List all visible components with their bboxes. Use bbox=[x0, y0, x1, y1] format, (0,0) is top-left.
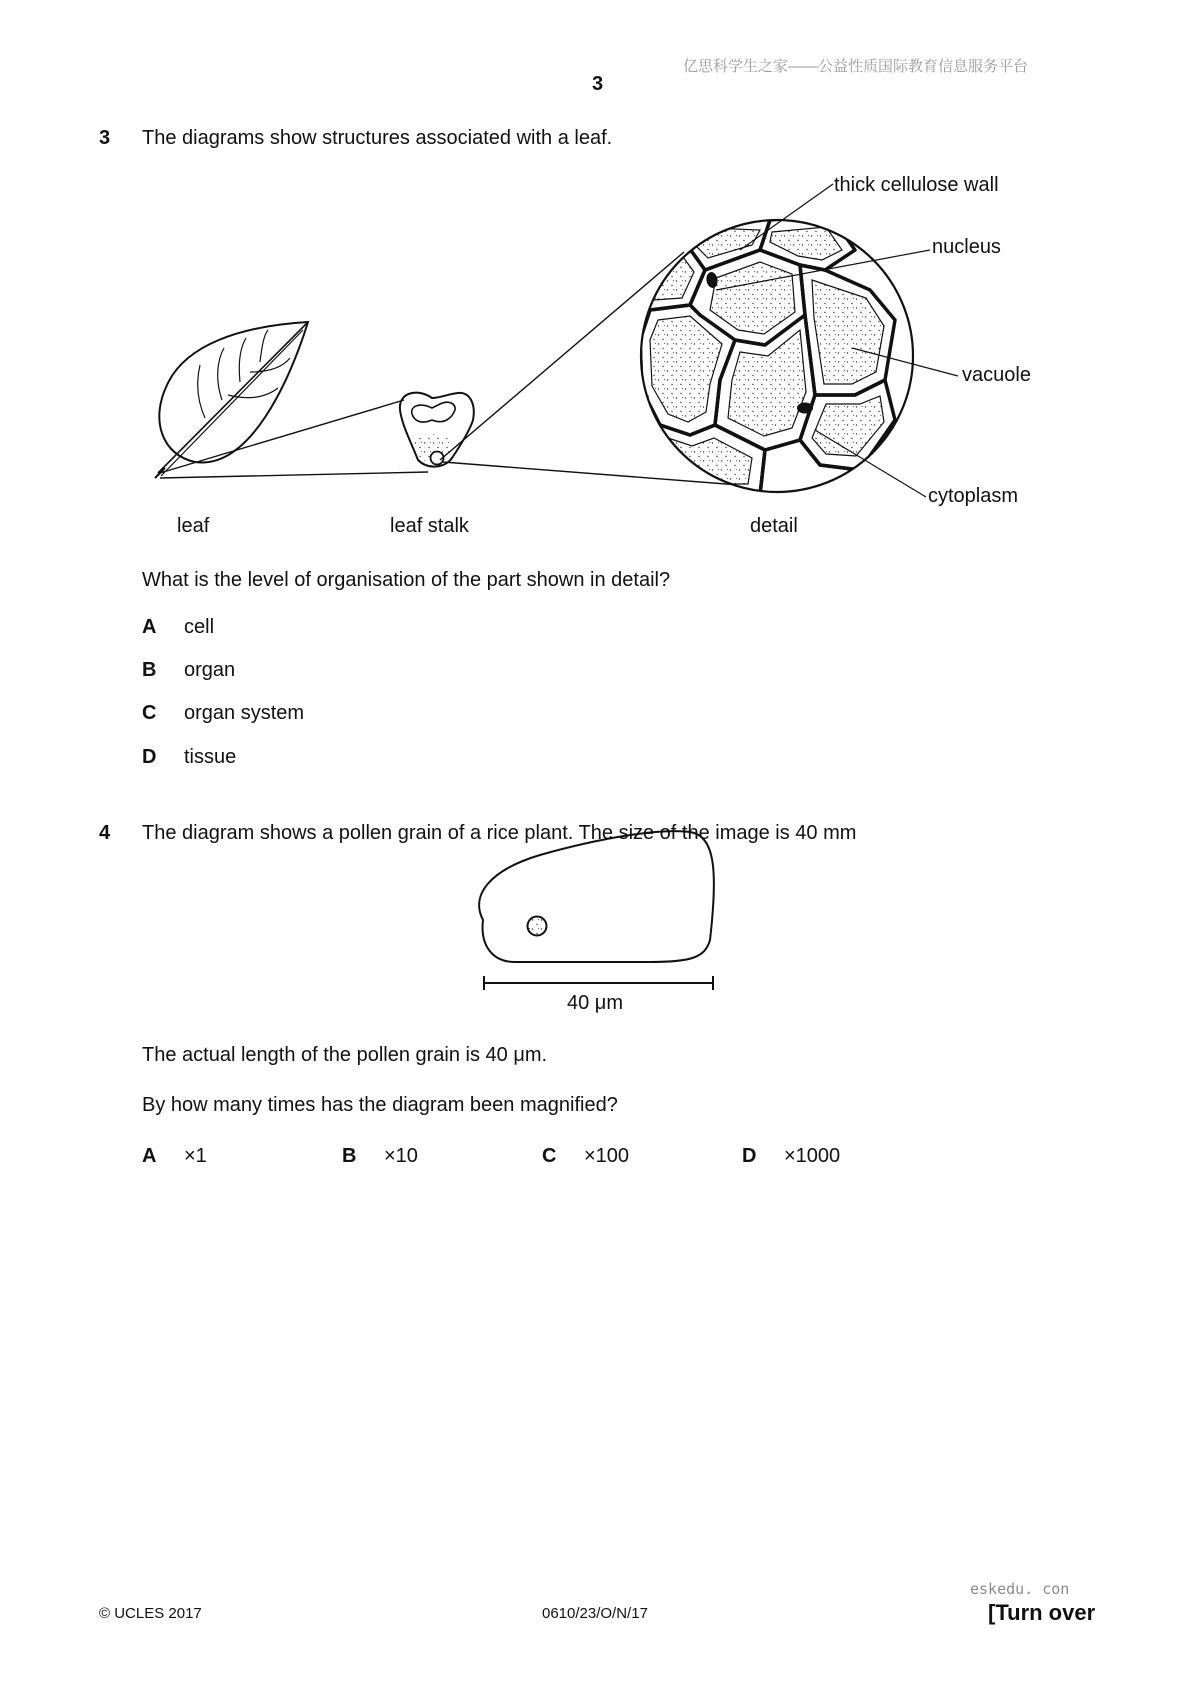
question-4-stem: The diagram shows a pollen grain of a rice plant. The size of the image is 40 mm bbox=[142, 822, 857, 844]
footer-paper-code: 0610/23/O/N/17 bbox=[542, 1605, 648, 1622]
q4-option-d-text: ×1000 bbox=[784, 1145, 841, 1167]
footer-turn-over: [Turn over bbox=[988, 1600, 1096, 1625]
q4-option-d-letter: D bbox=[742, 1145, 757, 1167]
question-3-number: 3 bbox=[99, 127, 111, 149]
label-detail: detail bbox=[750, 515, 798, 537]
q3-option-a-text: cell bbox=[184, 616, 215, 638]
label-thick-cellulose-wall: thick cellulose wall bbox=[834, 174, 999, 196]
q3-option-c-letter: C bbox=[142, 702, 157, 724]
header-watermark: 亿思科学生之家——公益性质国际教育信息服务平台 bbox=[683, 58, 1029, 75]
question-4-statement: The actual length of the pollen grain is 40 μm. bbox=[142, 1044, 548, 1066]
q4-option-c-text: ×100 bbox=[584, 1145, 630, 1167]
question-4-number: 4 bbox=[99, 822, 111, 844]
label-leaf: leaf bbox=[177, 515, 210, 537]
question-3-prompt: What is the level of organisation of the part shown in detail? bbox=[142, 569, 671, 591]
question-4-prompt: By how many times has the diagram been magnified? bbox=[142, 1094, 618, 1116]
label-leaf-stalk: leaf stalk bbox=[390, 515, 469, 537]
q4-option-a-letter: A bbox=[142, 1145, 157, 1167]
q4-option-b-text: ×10 bbox=[384, 1145, 418, 1167]
page-number: 3 bbox=[592, 73, 604, 95]
q3-option-c-text: organ system bbox=[184, 702, 305, 724]
pollen-grain-outline bbox=[479, 831, 714, 962]
q3-option-b-text: organ bbox=[184, 659, 236, 681]
label-vacuole: vacuole bbox=[962, 364, 1031, 386]
q3-option-d-letter: D bbox=[142, 746, 157, 768]
q3-option-d-text: tissue bbox=[184, 746, 237, 768]
q3-option-a-letter: A bbox=[142, 616, 157, 638]
pollen-grain-pore bbox=[528, 917, 547, 936]
q3-option-b-letter: B bbox=[142, 659, 157, 681]
question-3-stem: The diagrams show structures associated with a leaf. bbox=[142, 127, 613, 149]
label-nucleus: nucleus bbox=[932, 236, 1001, 258]
q4-option-b-letter: B bbox=[342, 1145, 357, 1167]
scale-bar-label: 40 μm bbox=[567, 992, 623, 1014]
label-cytoplasm: cytoplasm bbox=[928, 485, 1019, 507]
footer-copyright: © UCLES 2017 bbox=[99, 1605, 202, 1622]
footer-watermark: eskedu. con bbox=[970, 1580, 1070, 1598]
q4-option-a-text: ×1 bbox=[184, 1145, 207, 1167]
q4-option-c-letter: C bbox=[542, 1145, 557, 1167]
